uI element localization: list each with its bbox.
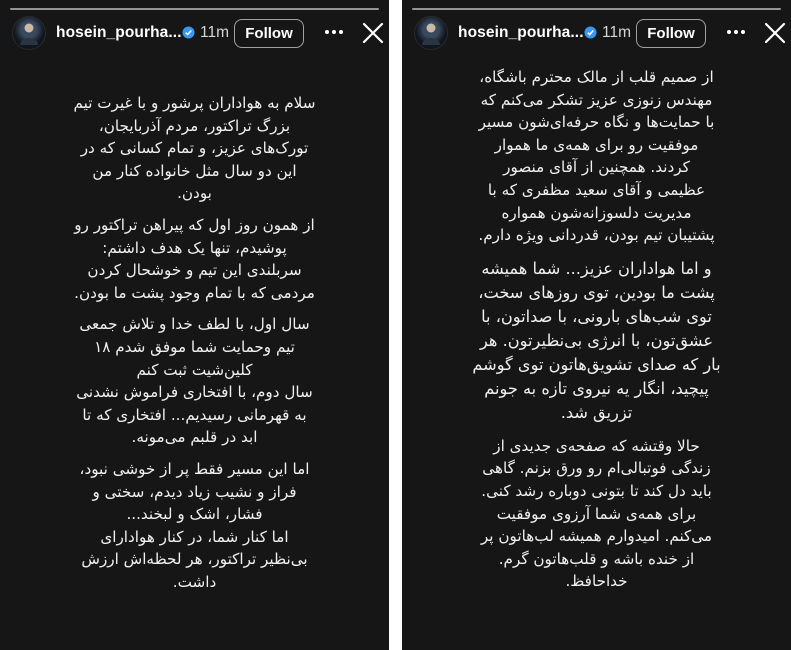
avatar[interactable]: [12, 16, 46, 50]
story-paragraph: سال اول، با لطف خدا و تلاش جمعی تیم وحمایت شما موفق شدم ۱۸ کلین‌شیت ثبت کنم سال دوم، با افتخاری فراموش نشدنی به قهرمانی رسیدیم... افتخاری که تا ابد در قلبم می‌مونه.: [76, 315, 313, 447]
username[interactable]: hosein_pourha...: [458, 24, 584, 41]
verified-badge-icon: [182, 26, 195, 39]
story-text-content: [26, 92, 363, 602]
post-time: 11m: [200, 24, 230, 41]
story-panel-right[interactable]: [402, 0, 791, 650]
story-header: [0, 16, 389, 54]
story-paragraph: و اما هواداران عزیز... شما همیشه پشت ما بودین، توی روزهای سخت، توی شب‌های بارونی، با صداتون، با عشق‌تون، با انرژی بی‌نظیرتون. هر بار که صدای تشویق‌هاتون توی گوشم پیچید، انگار یه نیروی تازه به جونم تزریق شد.: [472, 258, 721, 422]
story-header: [402, 16, 791, 54]
follow-button[interactable]: Follow: [636, 19, 706, 48]
story-paragraph: از همون روز اول که پیراهن تراکتور رو پوشیدم، تنها یک هدف داشتم: سربلندی این تیم و خوشحال کردن مردمی که با تمام وجود پشت ما بودن.: [74, 215, 315, 302]
username[interactable]: hosein_pourha...: [56, 24, 182, 41]
close-icon[interactable]: [362, 22, 384, 44]
verified-badge-icon: [584, 26, 597, 39]
follow-button[interactable]: Follow: [234, 19, 304, 48]
story-paragraph: سلام به هواداران پرشور و با غیرت تیم بزرگ تراکتور، مردم آذربایجان، تورک‌های عزیز، و تمام کسانی که در این دو سال مثل خانواده کنار من بودن.: [73, 94, 316, 203]
person-silhouette-icon: [421, 21, 441, 45]
story-paragraph: اما این مسیر فقط پر از خوشی نبود، فراز و نشیب زیاد دیدم، سختی و فشار، اشک و لبخند... اما کنار شما، در کنار هوادارای بی‌نظیر تراکتور، هر لحظه‌اش ارزش داشت.: [79, 459, 310, 591]
more-options-icon[interactable]: [724, 20, 748, 44]
close-icon[interactable]: [764, 22, 786, 44]
story-progress-bar: [412, 8, 781, 10]
more-options-icon[interactable]: [322, 20, 346, 44]
person-silhouette-icon: [19, 21, 39, 45]
post-time: 11m: [602, 24, 632, 41]
story-text-content: [428, 66, 765, 603]
story-paragraph: حالا وقتشه که صفحه‌ی جدیدی از زندگی فوتبالی‌ام رو ورق بزنم. گاهی باید دل کند تا بتونی دوباره رشد کنی. برای همه‌ی شما آرزوی موفقیت می‌کنم. امیدوارم همیشه لب‌هاتون پر از خنده باشه و قلب‌هاتون گرم. خداحافظ.: [480, 436, 713, 591]
story-progress-bar: [10, 8, 379, 10]
story-paragraph: از صمیم قلب از مالک محترم باشگاه، مهندس زنوزی عزیز تشکر می‌کنم که با حمایت‌ها و نگاه حرفه‌ای‌شون مسیر موفقیت رو برای همه‌ی ما هموار کردند. همچنین از آقای منصور عظیمی و آقای سعید مظفری که با مدیریت دلسوزانه‌شون همواره پشتیبان تیم بودن، قدردانی ویژه دارم.: [478, 68, 715, 245]
avatar[interactable]: [414, 16, 448, 50]
story-panel-left[interactable]: [0, 0, 389, 650]
